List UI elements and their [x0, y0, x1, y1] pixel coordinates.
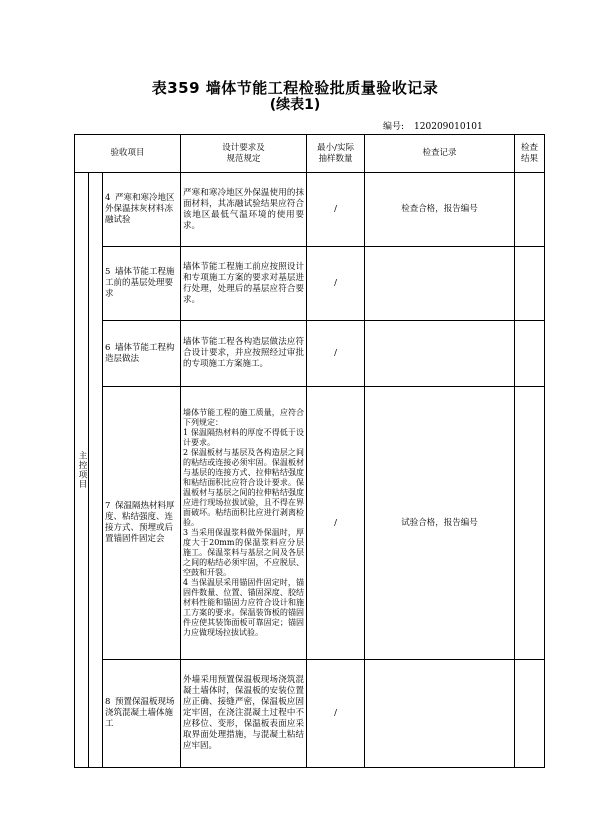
code-value: 120209010101: [414, 122, 483, 132]
inspection-record: 检查合格，报告编号: [365, 173, 515, 247]
item-name: [103, 173, 181, 247]
sample-count: /: [307, 247, 365, 321]
requirement-text: 墙体节能工程施工前应按照设计和专项施工方案的要求对基层进行处理，处理后的基层应符合要求。: [181, 247, 307, 321]
table-row: [75, 247, 545, 321]
item-name: [103, 660, 181, 768]
record-code: [383, 119, 493, 132]
table-row: [75, 660, 545, 768]
requirement-text: 外墙采用预置保温板现场浇筑混凝土墙体时，保温板的安装位置应正确、接缝严密，保温板应固定牢固，在浇注混凝土过程中不应移位、变形，保温板表面应采取界面处理措施，与混凝土粘结应牢固。: [181, 660, 307, 768]
col-header-requirement: 设计要求及 规范规定: [181, 135, 307, 173]
inspection-result: [515, 173, 545, 247]
table-row: [75, 173, 545, 247]
item-text: 墙体节能工程施工前的基层处理要求: [105, 267, 175, 299]
inspection-result: [515, 321, 545, 387]
inspection-result: [515, 660, 545, 768]
page-subtitle: (续表1): [269, 97, 321, 113]
item-name: [103, 387, 181, 660]
item-text: 保温隔热材料厚度、粘结强度、连接方式、预埋或后置锚固件固定会: [105, 501, 175, 544]
table-row: [75, 321, 545, 387]
item-text: 墙体节能工程构造层做法: [105, 342, 175, 364]
item-no: 4: [105, 193, 111, 203]
item-no: 7: [105, 501, 111, 511]
requirement-text: 严寒和寒冷地区外保温使用的抹面材料，其冻融试验结果应符合该地区最低气温环境的使用要求。: [181, 173, 307, 247]
item-no: 8: [105, 697, 111, 707]
col-header-result: 检查 结果: [515, 135, 545, 173]
inspection-record: 试验合格，报告编号: [365, 387, 515, 660]
code-label: 编号:: [383, 122, 405, 132]
inspection-result: [515, 387, 545, 660]
inspection-record: [365, 247, 515, 321]
col-header-record: 检查记录: [365, 135, 515, 173]
col-header-sample: 最小/实际 抽样数量: [307, 135, 365, 173]
group-label-main-control: 主控项目: [75, 173, 89, 768]
table-row: [75, 387, 545, 660]
item-no: 5: [105, 267, 111, 277]
item-text: 预置保温板现场浇筑混凝土墙体施工: [105, 697, 175, 729]
inspection-record: [365, 660, 515, 768]
item-name: [103, 321, 181, 387]
header-row: [75, 135, 545, 173]
blank-column: [89, 173, 103, 768]
sample-count: /: [307, 387, 365, 660]
inspection-record: [365, 321, 515, 387]
sample-count: /: [307, 660, 365, 768]
col-header-item: 验收项目: [75, 135, 181, 173]
item-no: 6: [105, 342, 111, 353]
item-text: 严寒和寒冷地区外保温抹灰材料冻融试验: [105, 193, 175, 225]
requirement-text: 墙体节能工程各构造层做法应符合设计要求，并应按照经过审批的专项施工方案施工。: [181, 321, 307, 387]
sample-count: /: [307, 321, 365, 387]
inspection-table: [74, 134, 545, 768]
requirement-text: 墙体节能工程的施工质量，应符合下列规定： 1 保温隔热材料的厚度不得低于设计要求。 2 保温板材与基层及各构造层之间的粘结或连接必须牢固。保温板材与基层的连接方式、拉伸粘结强度和粘结面积比应符合设计要求。保温板材与基层之间的拉伸粘结强度应进行现场拉拔试验，且不得在界面破坏。粘结面积比应进行剥离检验。 3 当采用保温浆料做外保温时，厚度大于20mm的保温浆料应分层施工。保温浆料与基层之间及各层之间的粘结必须牢固，不应脱层、空鼓和开裂。 4 当保温层采用锚固件固定时，锚固件数量、位置、锚固深度、胶结材料性能和锚固力应符合设计和施工方案的要求。保温装饰板的锚固件应使其装饰面板可靠固定；锚固力应做现场拉拔试验。: [181, 387, 307, 660]
sample-count: /: [307, 173, 365, 247]
inspection-result: [515, 247, 545, 321]
item-name: [103, 247, 181, 321]
page-title: 表359 墙体节能工程检验批质量验收记录: [151, 79, 439, 97]
